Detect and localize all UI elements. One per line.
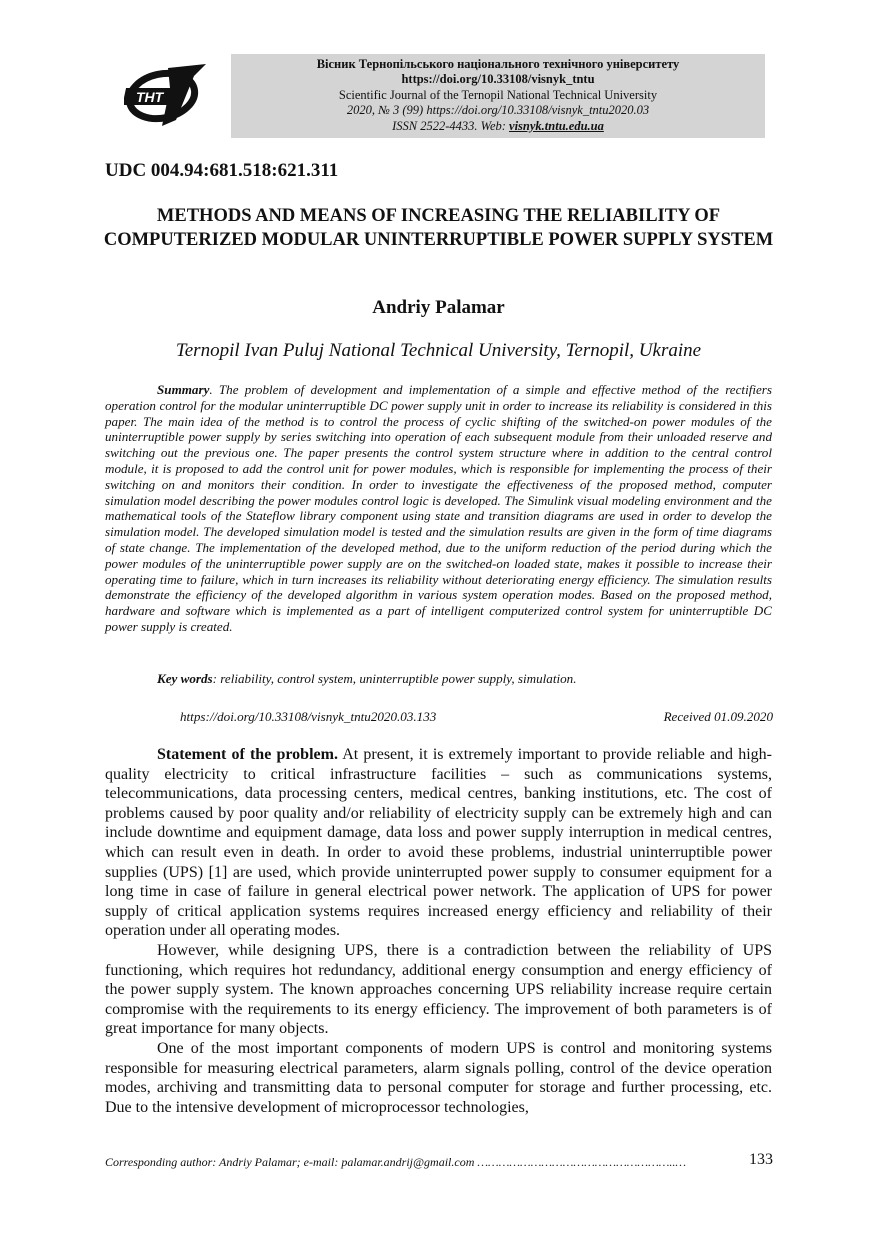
author-name: Andriy Palamar xyxy=(372,297,505,318)
issn-line: ISSN 2522-4433. Web: visnyk.tntu.edu.ua xyxy=(392,118,604,133)
paragraph: Statement of the problem. At present, it is extremely important to provide reliable and high-quality electricity to critical infrastructure facilities – such as communications systems, telecommunications, data processing centers, medical centres, banking institutions, etc. The cost of problems caused by poor quality and/or reliability of electricity supply can be extremely high and can include downtime and equipment damage, data loss and power supply interruption in medical centres, which can result even in death. In order to avoid these problems, industrial uninterruptible power supplies (UPS) [1] are used, which provide uninterrupted power supply to consumer equipment for a long time in case of failure in general electrical power network. The application of UPS for power supply of critical application systems requires increased energy efficiency and reliability of their operation under all operating modes. xyxy=(105,746,772,940)
section-heading: Statement of the problem. xyxy=(157,746,338,763)
svg-text:ТНТ: ТНТ xyxy=(136,89,164,105)
journal-header-banner xyxy=(231,54,765,138)
keywords-label: Key words xyxy=(157,671,213,686)
received-date: Received 01.09.2020 xyxy=(663,709,773,724)
journal-title-en: Scientific Journal of the Ternopil National Technical University xyxy=(338,87,658,102)
journal-doi: https://doi.org/10.33108/visnyk_tntu xyxy=(401,72,595,87)
paragraph: However, while designing UPS, there is a contradiction between the reliability of UPS functioning, which requires hot redundancy, additional energy consumption and energy efficiency of the power supply system. The known approaches concerning UPS reliability increase require certain compromise with the requirements to its energy efficiency. The improvement of both parameters is of great importance for many objects. xyxy=(105,941,772,1038)
issue-info: 2020, № 3 (99) https://doi.org/10.33108/visnyk_tntu2020.03 xyxy=(346,103,650,118)
author-affiliation: Ternopil Ivan Puluj National Technical University, Ternopil, Ukraine xyxy=(175,340,702,361)
body-text xyxy=(105,745,772,1117)
paragraph: One of the most important components of modern UPS is control and monitoring systems responsible for measuring electrical parameters, alarm signals polling, control of the device operation modes, archiving and transmitting data to personal computer for storage and further processing, etc. Due to the intensive development of microprocessor technologies, xyxy=(105,1039,772,1116)
keywords-text: : reliability, control system, uninterruptible power supply, simulation. xyxy=(212,671,577,686)
abstract xyxy=(105,382,772,635)
abstract-text: . The problem of development and implementation of a simple and effective method of the rectifiers operation control for the modular uninterruptible DC power supply unit in order to increase its reliability is considered in this paper. The main idea of the method is to control the process of cyclic shifting of the switched-on power modules of the uninterruptible power supply by series switching into operation of each subsequent module from their unloaded reserve and switching out the previous one. The paper presents the control system structure where in addition to the central control module, it is proposed to add the control unit for power modules, which is responsible for implementing the process of their switching on and monitors their condition. In order to investigate the effectiveness of the proposed method, computer simulation model describing the power modules control logic is developed. The Simulink visual modeling environment and the mathematical tools of the Stateflow library component using state and transition diagrams are used in order to develop the simulation model. The developed simulation model is tested and the simulation results are given in the form of time diagrams of state change. The implementation of the developed method, due to the uniform reduction of the period during which the power modules of the uninterruptible power supply are on the switched-on loaded state, makes it possible to increase their operating time to failure, which in turn increases its reliability without deteriorating energy efficiency. The simulation results demonstrate the efficiency of the developed algorithm in various system operation modes. Based on the proposed method, hardware and software which is implemented as a part of intelligent computerized control system for uninterruptible DC power supply is created. xyxy=(105,382,772,634)
page-number: 133 xyxy=(749,1151,773,1168)
article-doi[interactable]: https://doi.org/10.33108/visnyk_tntu2020.03.133 xyxy=(180,709,437,724)
journal-web-link[interactable]: visnyk.tntu.edu.ua xyxy=(509,118,604,133)
paper-title: METHODS AND MEANS OF INCREASING THE RELIABILITY OF COMPUTERIZED MODULAR UNINTERRUPTIBLE POWER SUPPLY SYSTEM xyxy=(103,206,774,250)
university-logo xyxy=(124,60,208,130)
keywords xyxy=(157,671,576,687)
abstract-label: Summary xyxy=(157,382,210,397)
journal-title-ua: Вісник Тернопільського національного технічного університету xyxy=(316,57,680,71)
udc-code: UDC 004.94:681.518:621.311 xyxy=(105,160,339,181)
corresponding-author-note: Corresponding author: Andriy Palamar; e-mail: palamar.andrij@gmail.com ………………………………………………..… xyxy=(105,1155,687,1169)
